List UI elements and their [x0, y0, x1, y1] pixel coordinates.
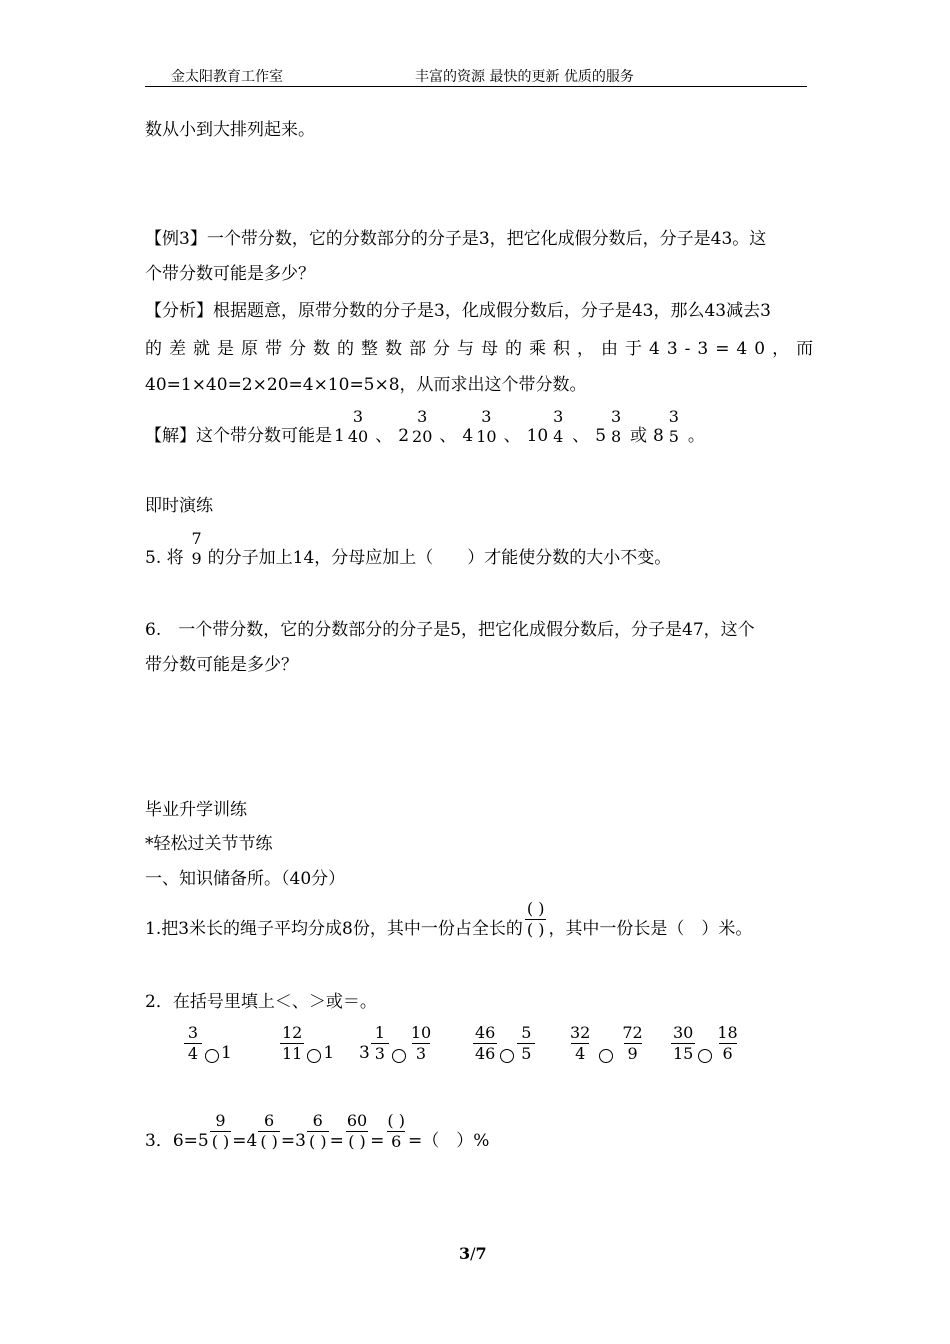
q1-prefix: 1.把3米长的绳子平均分成8份，其中一份占全长的: [145, 919, 523, 939]
solution-whole: 4: [462, 426, 474, 446]
page-total: 7: [475, 1244, 487, 1263]
q3-eq4: =: [370, 1131, 385, 1151]
c3-rnum: 10: [410, 1023, 432, 1042]
section-1-heading: 一、知识储备所。（40分）: [145, 869, 346, 889]
c6-den: 15: [673, 1044, 694, 1063]
solution-whole: 5: [595, 426, 607, 446]
solution-whole: 10: [526, 426, 549, 446]
example-3-line2: 个带分数可能是多少？: [145, 264, 315, 284]
solution-numerator: 3: [668, 407, 679, 426]
page-separator: /: [470, 1244, 476, 1263]
question-6-line1: 6. 一个带分数，它的分数部分的分子是5，把它化成假分数后，分子是47，这个: [145, 620, 755, 640]
solution-separator: 。: [687, 426, 705, 446]
c1-num: 3: [187, 1023, 199, 1042]
easy-pass-heading: *轻松过关节节练: [145, 834, 273, 854]
c3-den: 3: [371, 1043, 389, 1063]
solution-fraction: [346, 408, 370, 446]
q5-denominator: 9: [191, 549, 202, 568]
comparison-2: [279, 1024, 334, 1063]
solution-whole: 1: [334, 426, 345, 446]
q3-prefix: 3．6=5: [145, 1131, 209, 1151]
q3-f4-den: ( ): [348, 1132, 366, 1151]
comparison-3: [359, 1024, 434, 1063]
page-number: [459, 1244, 487, 1263]
c3-num: 1: [374, 1023, 385, 1042]
compare-circle[interactable]: [500, 1049, 514, 1063]
question-3: [145, 1112, 489, 1151]
header-left: 金太阳教育工作室: [171, 69, 283, 85]
q5-suffix: 的分子加上14，分母应加上（ ）才能使分数的大小不变。: [207, 548, 672, 568]
c5-rnum: 72: [622, 1023, 643, 1042]
q3-f3-den: ( ): [308, 1132, 327, 1151]
q3-f2-den: ( ): [260, 1132, 278, 1151]
q3-eq3: =: [329, 1131, 344, 1151]
solution-separator: 或: [630, 426, 648, 446]
question-6-line2: 带分数可能是多少？: [145, 655, 298, 675]
q1-numerator: ( ): [526, 899, 545, 918]
q3-f1-num: 9: [215, 1111, 226, 1130]
c4-den: 46: [475, 1044, 496, 1063]
solution-numerator: 3: [553, 407, 564, 426]
practice-heading: 即时演练: [145, 496, 213, 516]
comparison-6: [670, 1024, 741, 1063]
solution-line: [145, 408, 709, 446]
c3-rden: 3: [412, 1043, 430, 1063]
c6-rden: 6: [719, 1043, 737, 1063]
q1-suffix: ，其中一份长是（ ）米。: [548, 919, 753, 939]
solution-whole: 2: [398, 426, 410, 446]
c3-whole: 3: [359, 1043, 370, 1063]
question-2: 2．在括号里填上＜、＞或＝。: [145, 992, 377, 1012]
compare-circle[interactable]: [307, 1049, 321, 1063]
compare-circle[interactable]: [698, 1049, 712, 1063]
solution-denominator: 4: [553, 427, 564, 446]
c5-num: 32: [570, 1023, 591, 1042]
c2-num: 12: [282, 1023, 303, 1042]
text-line: 数从小到大排列起来。: [145, 120, 315, 140]
q3-f5-den: 6: [387, 1131, 405, 1151]
q5-numerator: 7: [191, 529, 202, 548]
solution-denominator: 5: [668, 427, 679, 446]
header-right: 丰富的资源 最快的更新 优质的服务: [415, 69, 634, 85]
q3-f5-num: ( ): [387, 1111, 405, 1130]
solution-separator: 、: [503, 426, 521, 446]
solution-separator: 、: [439, 426, 457, 446]
solution-fraction: [549, 408, 567, 446]
compare-circle[interactable]: [599, 1049, 613, 1063]
solution-fraction: [665, 408, 683, 446]
solution-denominator: 10: [476, 427, 497, 446]
q3-eq2: =3: [280, 1131, 306, 1151]
comparison-5: [567, 1024, 646, 1063]
q3-eq1: =4: [232, 1131, 258, 1151]
solution-fraction: [607, 408, 625, 446]
solution-prefix: 【解】这个带分数可能是: [145, 426, 332, 446]
solution-fraction: [474, 408, 498, 446]
header-divider: [145, 86, 807, 87]
q1-fraction: [525, 900, 547, 939]
c2-den: 11: [282, 1044, 303, 1063]
solution-whole: 8: [653, 426, 664, 446]
solution-fraction: [410, 408, 434, 446]
q5-fraction: [188, 530, 206, 568]
q5-prefix: 5. 将: [145, 548, 184, 568]
q3-f2-num: 6: [264, 1111, 275, 1130]
example-3-line1: 【例3】一个带分数，它的分数部分的分子是3，把它化成假分数后，分子是43。这: [145, 229, 767, 249]
c1-right: 1: [221, 1043, 232, 1063]
c6-num: 30: [673, 1023, 694, 1042]
question-5: [145, 530, 671, 568]
compare-circle[interactable]: [205, 1049, 219, 1063]
comparison-1: [183, 1024, 232, 1063]
c4-rnum: 5: [521, 1023, 532, 1042]
q1-denominator: ( ): [526, 920, 545, 939]
solution-answers: [332, 408, 709, 446]
compare-circle[interactable]: [392, 1049, 406, 1063]
question-1: [145, 900, 752, 939]
solution-numerator: 3: [417, 407, 428, 426]
c4-rden: 5: [517, 1043, 535, 1063]
c5-den: 4: [571, 1043, 589, 1063]
q3-f1-den: ( ): [211, 1132, 230, 1151]
analysis-line1: 【分析】根据题意，原带分数的分子是3，化成假分数后，分子是43，那么43减去3: [145, 301, 771, 321]
analysis-line2: 的差就是原带分数的整数部分与母的乘积，由于43-3=40，而: [145, 339, 821, 359]
c5-rden: 9: [624, 1043, 642, 1063]
analysis-line3: 40=1×40=2×20=4×10=5×8，从而求出这个带分数。: [145, 375, 587, 395]
c6-rnum: 18: [717, 1023, 738, 1042]
solution-denominator: 20: [412, 427, 433, 446]
c4-num: 46: [475, 1023, 496, 1042]
solution-denominator: 8: [610, 427, 622, 446]
c2-right: 1: [323, 1043, 335, 1063]
solution-denominator: 40: [347, 427, 369, 446]
solution-separator: 、: [572, 426, 590, 446]
c1-den: 4: [184, 1043, 202, 1063]
solution-numerator: 3: [352, 407, 364, 426]
solution-numerator: 3: [610, 407, 622, 426]
page-current: 3: [459, 1244, 471, 1263]
solution-separator: 、: [375, 426, 393, 446]
q3-f4-num: 60: [346, 1111, 368, 1130]
comparison-4: [472, 1024, 536, 1063]
q3-f3-num: 6: [312, 1111, 323, 1130]
solution-numerator: 3: [481, 407, 492, 426]
q3-suffix: =（ ）%: [408, 1131, 490, 1151]
graduation-training-heading: 毕业升学训练: [145, 800, 247, 820]
